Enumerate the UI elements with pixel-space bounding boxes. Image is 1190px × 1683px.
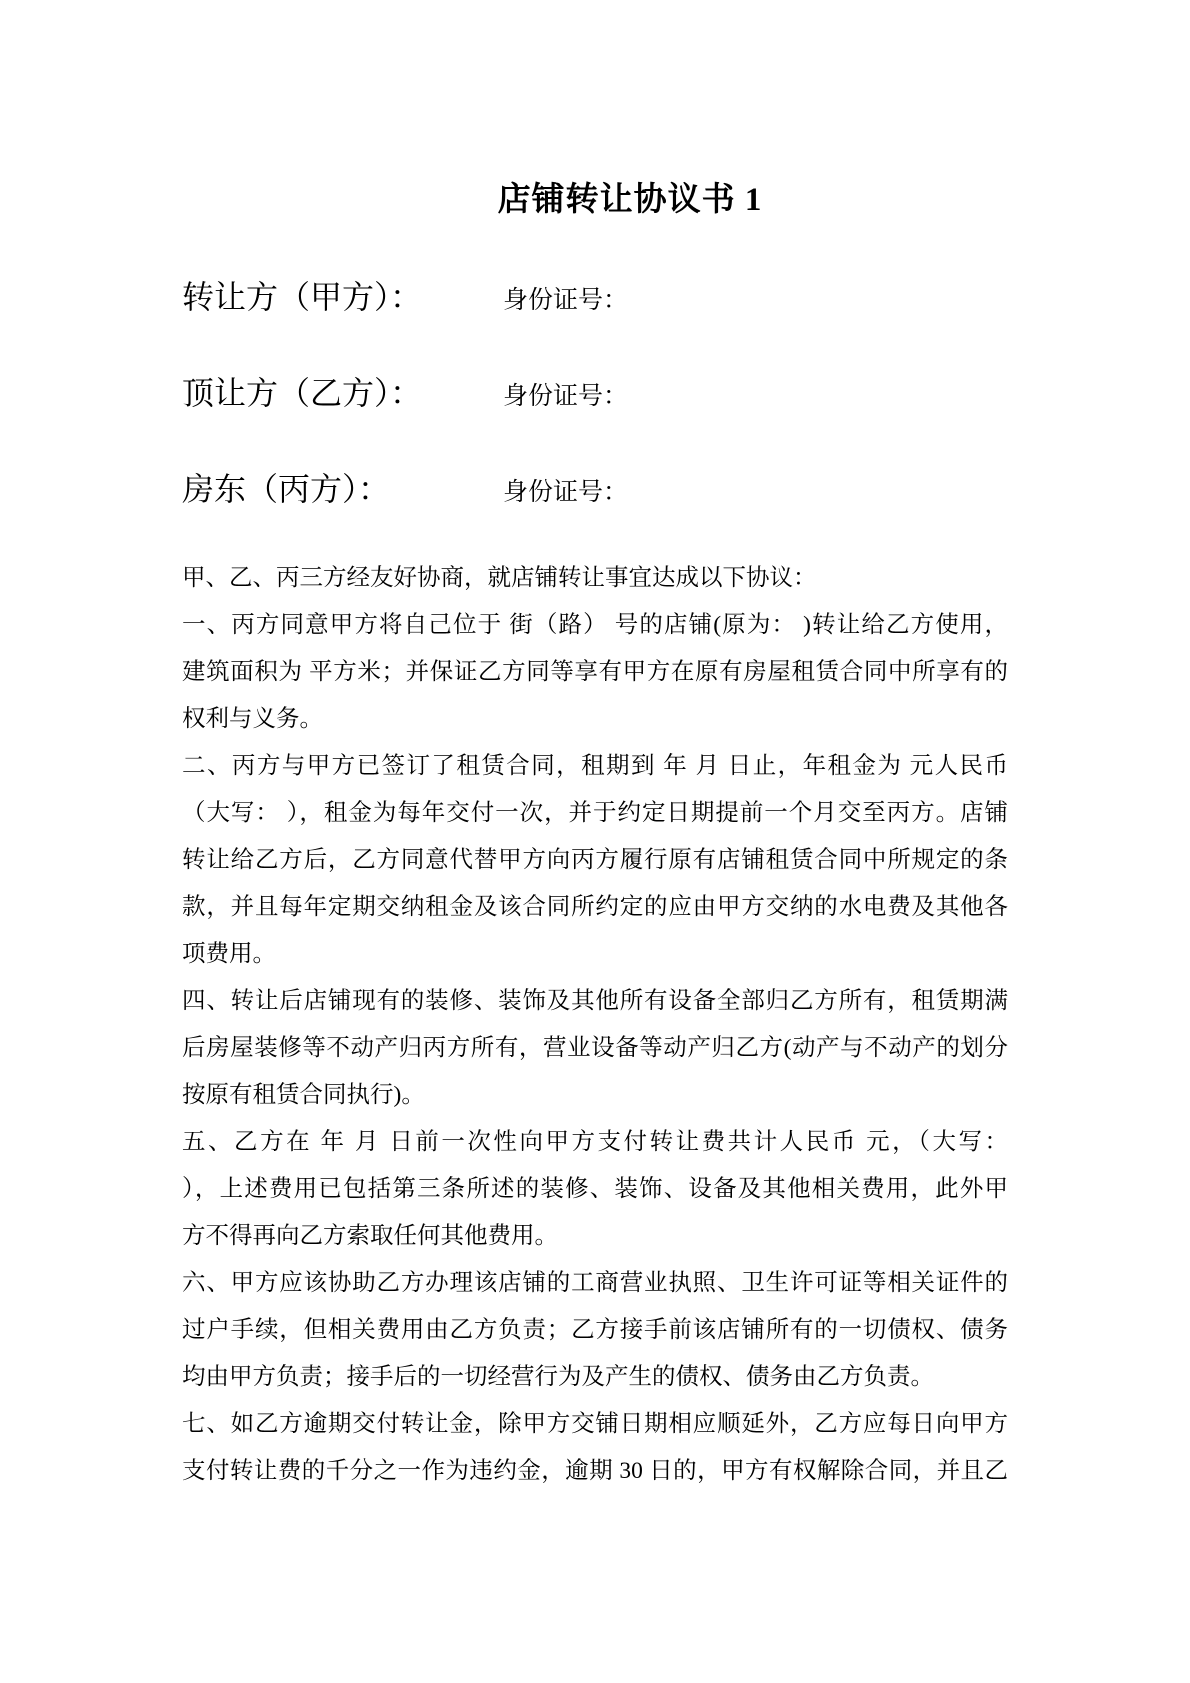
agreement-line: ），上述费用已包括第三条所述的装修、装饰、设备及其他相关费用，此外甲 — [182, 1176, 1008, 1202]
agreement-line: 一、丙方同意甲方将自己位于 街（路） 号的店铺(原为： )转让给乙方使用， — [182, 612, 1008, 638]
agreement-line: 二、丙方与甲方已签订了租赁合同，租期到 年 月 日止，年租金为 元人民币 — [182, 753, 1008, 779]
agreement-line: 甲、乙、丙三方经友好协商，就店铺转让事宜达成以下协议： — [182, 565, 817, 591]
party-row — [182, 467, 1082, 512]
agreement-line: 七、如乙方逾期交付转让金，除甲方交铺日期相应顺延外，乙方应每日向甲方 — [182, 1411, 1008, 1437]
agreement-line: 款，并且每年定期交纳租金及该合同所约定的应由甲方交纳的水电费及其他各 — [182, 894, 1008, 920]
agreement-line: 四、转让后店铺现有的装修、装饰及其他所有设备全部归乙方所有，租赁期满 — [182, 988, 1008, 1014]
agreement-line: 转让给乙方后，乙方同意代替甲方向丙方履行原有店铺租赁合同中所规定的条 — [182, 847, 1008, 873]
id-number-label: 身份证号： — [503, 479, 629, 506]
agreement-line: 后房屋装修等不动产归丙方所有，营业设备等动产归乙方(动产与不动产的划分 — [182, 1035, 1008, 1061]
party-label: 顶让方（乙方）： — [182, 375, 423, 411]
id-number-label: 身份证号： — [503, 383, 629, 410]
document-title: 店铺转让协议书 1 — [497, 182, 763, 219]
id-number-label: 身份证号： — [503, 287, 629, 314]
agreement-line: 建筑面积为 平方米；并保证乙方同等享有甲方在原有房屋租赁合同中所享有的 — [182, 659, 1008, 685]
party-row — [182, 275, 1082, 320]
agreement-line: 项费用。 — [182, 941, 276, 967]
agreement-line: 五、乙方在 年 月 日前一次性向甲方支付转让费共计人民币 元，（大写： — [182, 1129, 1008, 1155]
party-label: 房东（丙方）： — [182, 471, 391, 507]
party-label: 转让方（甲方）： — [182, 279, 423, 315]
agreement-line: 六、甲方应该协助乙方办理该店铺的工商营业执照、卫生许可证等相关证件的 — [182, 1270, 1008, 1296]
agreement-line: 按原有租赁合同执行)。 — [182, 1082, 425, 1108]
party-row — [182, 371, 1082, 416]
agreement-line: （大写： ），租金为每年交付一次，并于约定日期提前一个月交至丙方。店铺 — [182, 800, 1008, 826]
party-section — [182, 275, 1082, 563]
agreement-line: 过户手续，但相关费用由乙方负责；乙方接手前该店铺所有的一切债权、债务 — [182, 1317, 1008, 1343]
agreement-line: 方不得再向乙方索取任何其他费用。 — [182, 1223, 558, 1249]
agreement-body — [182, 555, 1008, 1495]
agreement-line: 权利与义务。 — [182, 706, 323, 732]
agreement-line: 均由甲方负责；接手后的一切经营行为及产生的债权、债务由乙方负责。 — [182, 1364, 934, 1390]
agreement-line: 支付转让费的千分之一作为违约金，逾期 30 日的，甲方有权解除合同，并且乙 — [182, 1458, 1008, 1484]
